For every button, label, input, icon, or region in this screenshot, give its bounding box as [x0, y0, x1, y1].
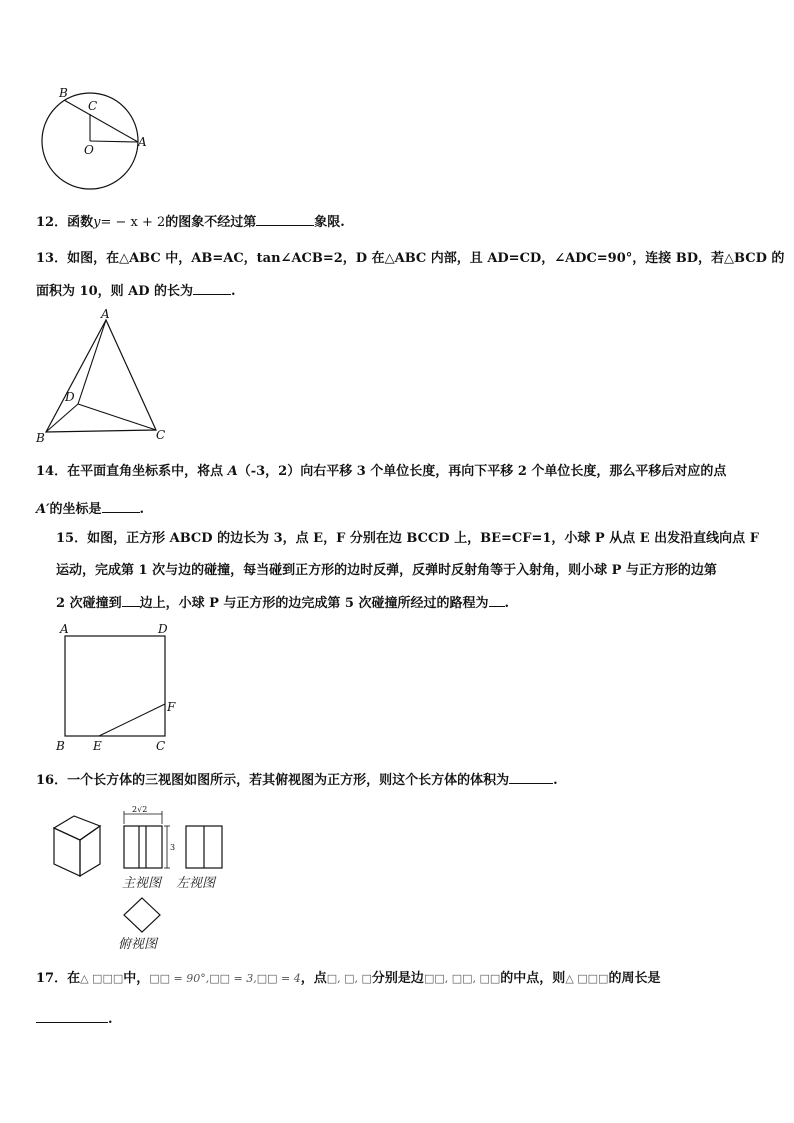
q17-text-d: 分别是边 — [371, 971, 424, 986]
q17-conditions: □□ = 90°,□□ = 3,□□ = 4 — [149, 972, 301, 985]
q12-prefix: 12．函数 — [36, 215, 94, 230]
label-a: A — [138, 135, 147, 149]
cuboid-drawing — [54, 816, 100, 876]
question-13-line2 — [36, 282, 236, 300]
segment-bd — [46, 404, 78, 432]
label-f: F — [167, 700, 176, 714]
question-12 — [36, 213, 345, 231]
caption-left-view: 左视图 — [176, 876, 216, 891]
q12-answer-blank[interactable] — [256, 213, 314, 226]
q17-text-a: 17．在 — [36, 971, 81, 986]
label-d: D — [158, 622, 168, 636]
question-14-line1 — [36, 463, 726, 480]
q14-end: . — [139, 502, 145, 517]
question-15-line2 — [56, 562, 717, 579]
label-c: C — [156, 739, 166, 753]
dimension-height: 3 — [170, 843, 176, 852]
q13-end: . — [231, 284, 236, 299]
q14-point: A — [227, 464, 238, 479]
q13-answer-blank[interactable] — [193, 282, 231, 295]
q12-formula-y: y — [93, 215, 101, 230]
q17-end: . — [108, 1012, 113, 1027]
q14-answer-blank[interactable] — [102, 500, 140, 513]
segment-ad — [78, 320, 106, 404]
q17-text-e: 的中点，则 — [500, 971, 566, 986]
q16-end: . — [553, 773, 558, 788]
segment-oa — [90, 141, 138, 142]
q15-line2-text: 运动，完成第 1 次与边的碰撞，每当碰到正方形的边时反弹，反弹时反射角等于入射角，则小球 P 与正方形的边第 — [56, 563, 717, 578]
square-abcd — [65, 636, 165, 736]
question-15-line1 — [56, 530, 759, 547]
label-c: C — [88, 99, 98, 113]
q17-triangle-1: △ □□□ — [80, 972, 124, 985]
q12-end: 象限. — [314, 215, 345, 230]
question-17-line2 — [36, 1010, 113, 1028]
q17-text-b: 中， — [123, 971, 150, 986]
question-17-line1 — [36, 970, 660, 987]
q15-text-b: 边上，小球 P 与正方形的边完成第 5 次碰撞所经过的路程为 — [139, 596, 489, 611]
label-a: A — [60, 622, 69, 636]
label-a: A — [101, 307, 110, 321]
figure-circle — [34, 84, 154, 192]
caption-front-view: 主视图 — [122, 876, 162, 891]
q17-points: □, □, □ — [326, 972, 372, 985]
left-view — [186, 826, 222, 868]
q15-end: . — [504, 596, 510, 611]
top-view — [124, 898, 160, 932]
label-o: O — [84, 143, 94, 157]
question-16 — [36, 771, 558, 789]
q15-answer-blank-2[interactable] — [489, 594, 505, 607]
segment-ba — [64, 100, 138, 142]
q14-text-a: 14．在平面直角坐标系中，将点 — [36, 464, 228, 479]
dimension-width: 2√2 — [132, 806, 148, 814]
segment-ef — [99, 704, 165, 736]
triangle-abc — [46, 320, 156, 432]
q17-text-f: 的周长是 — [608, 971, 661, 986]
q13-line1-text: 13．如图，在△ABC 中，AB=AC，tan∠ACB=2，D 在△ABC 内部，且 AD=CD，∠ADC=90°，连接 BD，若△BCD 的 — [36, 251, 785, 266]
q17-sides: □□, □□, □□ — [423, 972, 501, 985]
label-b: B — [36, 431, 45, 445]
q17-triangle-2: △ □□□ — [565, 972, 609, 985]
q12-formula-rest: = − x + 2 — [100, 215, 166, 230]
segment-dc — [78, 404, 156, 430]
figure-three-views — [46, 806, 236, 952]
q15-answer-blank-1[interactable] — [122, 594, 140, 607]
q16-text: 16．一个长方体的三视图如图所示，若其俯视图为正方形，则这个长方体的体积为 — [36, 773, 510, 788]
front-view — [124, 811, 170, 868]
figure-triangle — [30, 306, 180, 446]
q15-text-a: 2 次碰撞到 — [56, 596, 122, 611]
label-b: B — [59, 86, 68, 100]
caption-top-view: 俯视图 — [118, 937, 158, 952]
label-b: B — [56, 739, 65, 753]
label-d: D — [65, 390, 75, 404]
label-c: C — [156, 428, 166, 442]
q12-suffix: 的图象不经过第 — [165, 215, 257, 230]
q15-line1-text: 15．如图，正方形 ABCD 的边长为 3，点 E，F 分别在边 BCCD 上，BE=CF=1，小球 P 从点 E 出发沿直线向点 F — [56, 531, 759, 546]
figure-square — [52, 618, 192, 758]
label-e: E — [93, 739, 102, 753]
question-13-line1 — [36, 250, 784, 267]
question-14-line2 — [36, 500, 144, 518]
q14-text-c: 的坐标是 — [49, 502, 102, 517]
q14-point-prime: A′ — [36, 502, 50, 517]
q16-answer-blank[interactable] — [509, 771, 553, 784]
q13-line2-text: 面积为 10，则 AD 的长为 — [36, 284, 194, 299]
q17-text-c: ，点 — [300, 971, 327, 986]
question-15-line3 — [56, 594, 509, 612]
q17-answer-blank[interactable] — [36, 1010, 108, 1023]
q14-text-b: （-3，2）向右平移 3 个单位长度，再向下平移 2 个单位长度，那么平移后对应的点 — [237, 464, 727, 479]
